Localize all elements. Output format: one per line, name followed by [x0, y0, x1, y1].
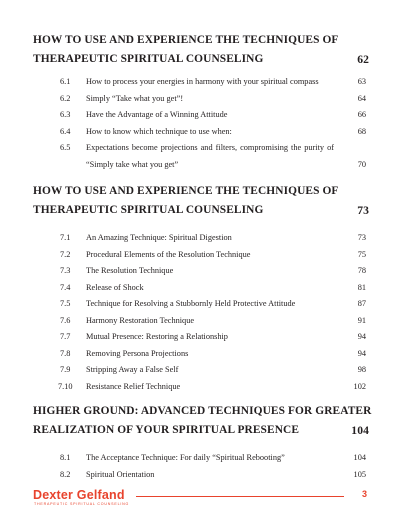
entry-page: 66 — [357, 110, 366, 119]
chapter-page-number: 62 — [357, 53, 369, 66]
toc-entry[interactable] — [60, 91, 366, 108]
entry-number: 7.3 — [60, 266, 71, 275]
entry-page: 87 — [357, 299, 366, 308]
entry-page: 94 — [357, 332, 366, 341]
entry-title: Expectations become projections and filters, compromising the purity of “Simply take what you get” — [86, 143, 334, 169]
toc-entry-list — [60, 450, 366, 483]
toc-entry[interactable] — [60, 346, 366, 363]
toc-entry[interactable] — [60, 329, 366, 346]
chapter-heading — [33, 31, 369, 69]
toc-entry[interactable] — [60, 107, 366, 124]
chapter-page-number: 104 — [351, 424, 369, 437]
entry-title: Mutual Presence: Restoring a Relationship — [86, 332, 228, 341]
chapter-title — [33, 402, 372, 440]
entry-page: 94 — [357, 348, 366, 358]
chapter-title-line: HIGHER GROUND: ADVANCED TECHNIQUES FOR GREATER — [33, 405, 372, 417]
entry-title: Have the Advantage of a Winning Attitude — [86, 110, 228, 119]
toc-entry[interactable] — [60, 263, 366, 280]
toc-entry-list — [60, 230, 366, 395]
toc-entry[interactable] — [60, 467, 366, 484]
entry-number: 7.2 — [60, 249, 71, 259]
chapter-heading — [33, 402, 372, 440]
entry-number: 7.5 — [60, 299, 71, 308]
entry-number: 7.8 — [60, 348, 71, 358]
entry-page: 81 — [357, 282, 366, 292]
chapter-title-line: HOW TO USE AND EXPERIENCE THE TECHNIQUES OF — [33, 34, 339, 46]
page-number: 3 — [361, 489, 367, 499]
entry-number: 6.1 — [60, 77, 71, 86]
entry-title: Stripping Away a False Self — [86, 365, 179, 374]
entry-title: Harmony Restoration Technique — [86, 315, 195, 325]
entry-title: Resistance Relief Technique — [86, 381, 181, 391]
entry-page: 75 — [357, 249, 366, 259]
footer-divider — [136, 496, 344, 497]
entry-page: 78 — [357, 266, 366, 275]
entry-title: The Acceptance Technique: For daily “Spiritual Rebooting” — [86, 453, 285, 462]
entry-title: Technique for Resolving a Stubbornly Held Protective Attitude — [86, 299, 296, 308]
entry-title: How to process your energies in harmony with your spiritual compass — [86, 77, 319, 86]
toc-entry[interactable] — [60, 247, 366, 264]
entry-title: Simply “Take what you get”! — [86, 93, 184, 103]
toc-entry[interactable] — [60, 362, 366, 379]
chapter-title-line: THERAPEUTIC SPIRITUAL COUNSELING — [33, 53, 264, 65]
chapter-title-line: THERAPEUTIC SPIRITUAL COUNSELING — [33, 204, 264, 216]
entry-number: 6.2 — [60, 93, 71, 103]
chapter-title — [33, 31, 369, 69]
toc-entry[interactable] — [60, 450, 366, 467]
entry-number: 6.3 — [60, 110, 71, 119]
entry-title: Release of Shock — [86, 282, 144, 292]
entry-title: How to know which technique to use when: — [86, 126, 232, 136]
entry-page: 73 — [357, 233, 366, 242]
entry-number: 6.5 — [60, 143, 71, 152]
chapter-title — [33, 182, 369, 220]
toc-entry[interactable] — [60, 313, 366, 330]
entry-page: 64 — [357, 93, 366, 103]
chapter-heading — [33, 182, 369, 220]
entry-page: 104 — [353, 453, 366, 462]
entry-number: 7.1 — [60, 233, 71, 242]
entry-title: Spiritual Orientation — [86, 469, 155, 479]
entry-number: 7.9 — [60, 365, 71, 374]
toc-entry-list — [60, 74, 366, 173]
entry-number: 7.6 — [60, 315, 71, 325]
entry-number: 7.4 — [60, 282, 71, 292]
entry-page: 91 — [357, 315, 366, 325]
entry-title: The Resolution Technique — [86, 266, 174, 275]
toc-entry[interactable] — [60, 296, 366, 313]
entry-number: 8.1 — [60, 453, 71, 462]
page-footer — [33, 488, 369, 510]
entry-number: 7.10 — [58, 381, 73, 391]
chapter-page-number: 73 — [357, 204, 369, 217]
entry-number: 8.2 — [60, 469, 71, 479]
brand-tagline: THERAPEUTIC SPIRITUAL COUNSELING — [34, 502, 130, 506]
entry-page: 63 — [357, 77, 366, 86]
entry-number: 6.4 — [60, 126, 71, 136]
toc-entry[interactable] — [60, 280, 366, 297]
toc-entry[interactable] — [60, 379, 366, 396]
entry-title: Procedural Elements of the Resolution Technique — [86, 249, 251, 259]
entry-page: 68 — [357, 126, 366, 136]
toc-entry[interactable] — [60, 124, 366, 141]
entry-page: 105 — [353, 469, 366, 479]
toc-entry[interactable] — [60, 140, 366, 173]
entry-page: 102 — [353, 381, 366, 391]
brand-logo: Dexter Gelfand — [33, 488, 125, 502]
toc-entry[interactable] — [60, 74, 366, 91]
chapter-title-line: HOW TO USE AND EXPERIENCE THE TECHNIQUES OF — [33, 185, 339, 197]
toc-entry[interactable] — [60, 230, 366, 247]
entry-title: An Amazing Technique: Spiritual Digestion — [86, 233, 232, 242]
chapter-title-line: REALIZATION OF YOUR SPIRITUAL PRESENCE — [33, 424, 300, 436]
entry-page: 98 — [357, 365, 366, 374]
entry-title: Removing Persona Projections — [86, 348, 189, 358]
entry-page: 70 — [357, 159, 366, 169]
entry-number: 7.7 — [60, 332, 71, 341]
